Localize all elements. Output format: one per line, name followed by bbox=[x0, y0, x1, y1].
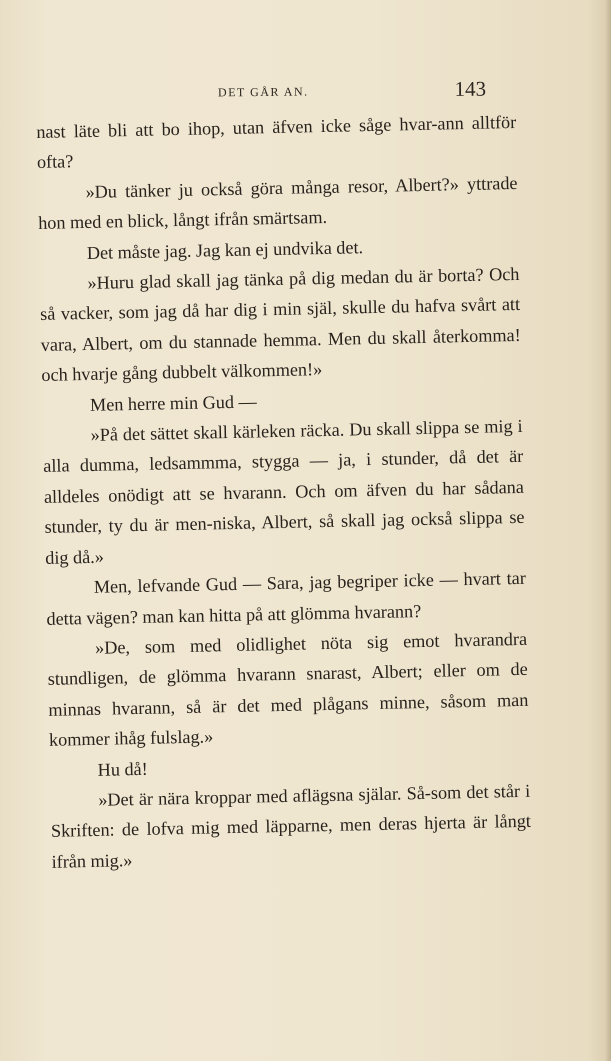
paragraph: Det måste jag. Jag kan ej undvika det. bbox=[86, 236, 364, 263]
paragraph: »De, som med olidlighet nöta sig emot hvarandra stundligen, de glömma hvarann snarast, Albert; eller om de minnas hvarann, så är det med plågans minne, såsom man kommer ihåg fulslag.» bbox=[47, 628, 529, 750]
page-header bbox=[218, 77, 488, 104]
paragraph: »Huru glad skall jag tänka på dig medan du är borta? Och så vacker, som jag då har dig i min själ, skulle du hafva svårt att vara, Albert, om du stannade hemma. Men du skall återkomma! och hvarje gång dubbelt välkommen!» bbox=[39, 263, 521, 386]
running-head: DET GÅR AN. bbox=[217, 84, 309, 100]
paragraph: »Det är nära kroppar med aflägsna själar. Så-som det står i Skriften: de lofva mig med läpparne, men deras hjerta är långt ifrån mig.» bbox=[50, 780, 532, 872]
paragraph: Men herre min Gud — bbox=[89, 391, 257, 415]
paragraph: nast läte bli att bo ihop, utan äfven icke såge hvar-ann alltför ofta? bbox=[36, 111, 517, 173]
body-text bbox=[36, 107, 532, 877]
paragraph: »Du tänker ju också göra många resor, Albert?» yttrade hon med en blick, långt ifrån smärtsam. bbox=[38, 172, 518, 234]
page-number: 143 bbox=[454, 76, 487, 101]
paragraph: Hu då! bbox=[97, 758, 148, 780]
paragraph: »På det sättet skall kärleken räcka. Du skall slippa se mig i alla dumma, ledsammma, stygga — ja, i stunder, då det är alldeles onödigt att se hvarann. Och om äfven du har sådana stunder, ty du är men-niska, Albert, så skall jag också slippa se dig då.» bbox=[43, 415, 525, 568]
paragraph: Men, lefvande Gud — Sara, jag begriper icke — hvart tar detta vägen? man kan hitta på att glömma hvarann? bbox=[46, 567, 526, 629]
